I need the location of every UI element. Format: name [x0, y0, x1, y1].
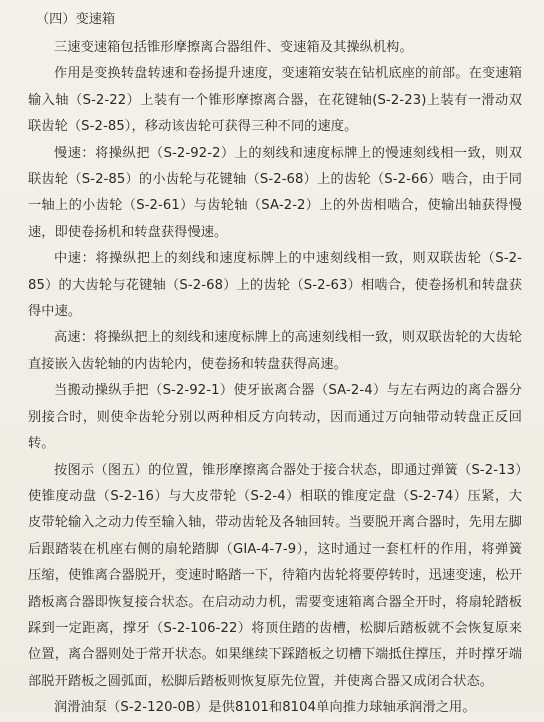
- paragraph-reverse-rotation: 当搬动操纵手把（S-2-92-1）使牙嵌离合器（SA-2-4）与左右两边的离合器分别接合时，则使伞齿轮分别以两种相反方向转动，因而通过万向轴带动转盘正反回转。: [28, 383, 522, 452]
- paragraph-intro: 三速变速箱包括锥形摩擦离合器组件、变速箱及其操纵机构。: [54, 40, 413, 55]
- paragraph-slow-speed: 慢速：将操纵把（S-2-92-2）上的刻线和速度标牌上的慢速刻线相一致，则双联齿轮（S-2-85）的小齿轮与花键轴（S-2-68）上的齿轮（S-2-66）啮合，由于同一轴上的小齿轮（S-2-61）与齿轮轴（SA-2-2）上的外齿相啮合，使输出轴获得慢速，即使卷扬机和转盘获得慢速。: [28, 145, 522, 240]
- paragraph-clutch-operation: 按图示（图五）的位置，锥形摩擦离合器处于接合状态，即通过弹簧（S-2-13）使锥度动盘（S-2-16）与大皮带轮（S-2-4）相联的锥度定盘（S-2-74）压紧，大皮带轮输入之动力传至输入轴，带动齿轮及各轴回转。当要脱开离合器时，先用左脚后跟踏装在机座右侧的扇轮踏脚（GIA-4-7-9），这时通过一套杠杆的作用，将弹簧压缩，使锥离合器脱开，变速时略踏一下，待箱内齿轮将要停转时，迅速变速，松开踏板离合器即恢复接合状态。在启动动力机，需要变速箱离合器全开时，将扇轮踏板踩到一定距离，撑牙（S-2-106-22）将顶住踏的齿槽，松脚后踏板就不会恢复原来位置，离合器则处于常开状态。如果继续下踩踏板之切槽下端抵住撑压，并时撑牙端部脱开踏板之圆弧面，松脚后踏板则恢复原先位置，并使离合器又成闭合状态。: [28, 462, 522, 689]
- paragraph-medium-speed: 中速：将操纵把上的刻线和速度标牌上的中速刻线相一致，则双联齿轮（S-2-85）的大齿轮与花键轴（S-2-68）上的齿轮（S-2-63）相啮合，使卷扬机和转盘获得中速。: [28, 251, 522, 320]
- section-heading: （四）变速箱: [36, 12, 116, 27]
- paragraph-high-speed: 高速：将操纵把上的刻线和速度标牌上的高速刻线相一致，则双联齿轮的大齿轮直接嵌入齿轮轴的内齿轮内，使卷扬和转盘获得高速。: [28, 330, 522, 372]
- paragraph-lubrication: 润滑油泵（S-2-120-0B）是供8101和8104单向推力球轴承润滑之用。: [54, 700, 476, 716]
- paragraph-function: 作用是变换转盘转速和卷扬提升速度，变速箱安装在钻机底座的前部。在变速箱输入轴（S-2-22）上装有一个锥形摩擦离合器，在花键轴(S-2-23)上装有一滑动双联齿轮（S-2-85），移动该齿轮可获得三种不同的速度。: [28, 66, 522, 135]
